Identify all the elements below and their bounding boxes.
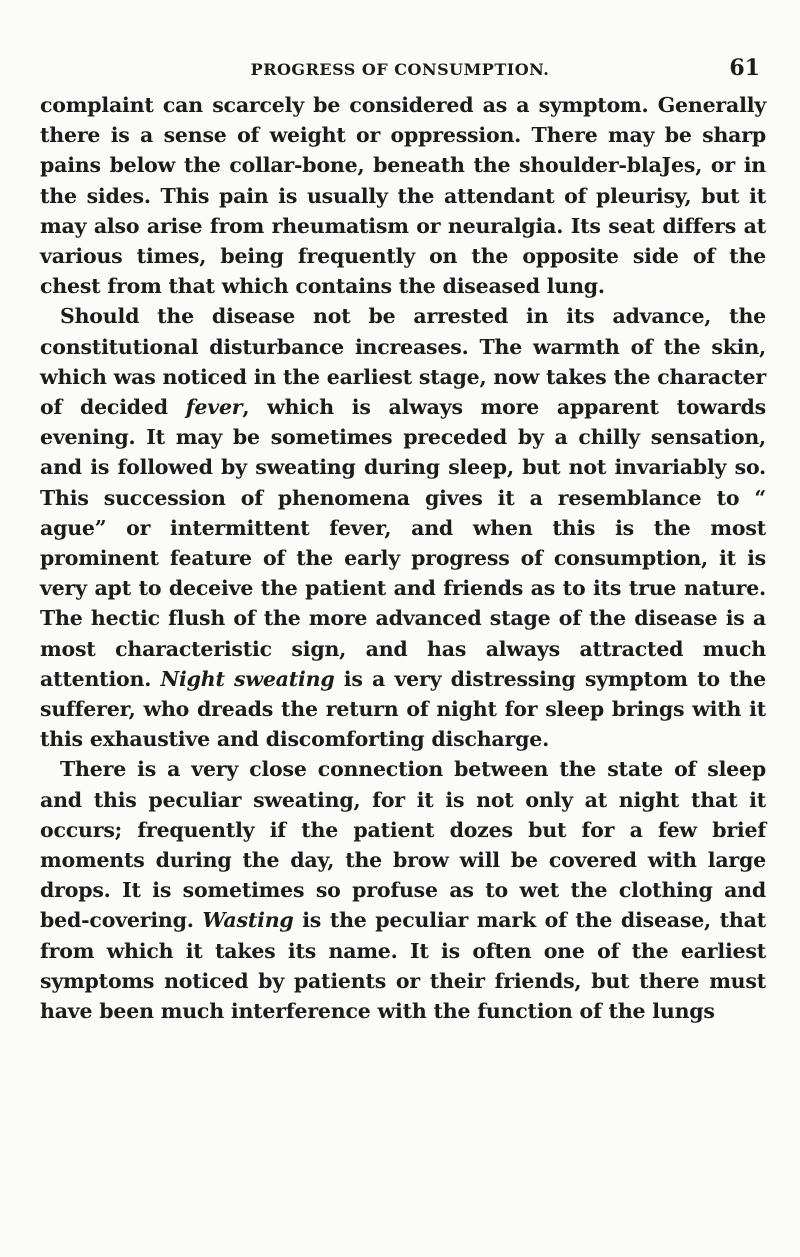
paragraph-1-text: complaint can scarcely be considered as a symptom. Generally there is a sense of weight or oppression. There may be sharp pains below the collar-bone, beneath the shoulder-blaJes, or in the sides. This pain is usually the attendant of pleurisy, but it may also arise from rheumatism or neuralgia. Its seat differs at various times, being frequently on the opposite side of the chest from that which contains the diseased lung. [40, 93, 766, 299]
body-text [40, 90, 766, 1026]
paragraph-2-text-b: , which is always more apparent towards evening. It may be sometimes preceded by a chilly sensation, and is followed by sweating during sleep, but not invariably so. This succession of phenomena gives it a resemblance to “ ague” or intermittent fever, and when this is the most prominent feature of the early progress of consumption, it is very apt to deceive the patient and friends as to its true nature. The hectic flush of the more advanced stage of the disease is a most characteristic sign, and has always attracted much attention. [40, 395, 766, 691]
paragraph-3-text-b: is the peculiar mark of the disease, that from which it takes its name. It is often one of the earliest symptoms noticed by patients or their friends, but there must have been much interference with the function of the lungs [40, 908, 766, 1024]
running-header [40, 50, 760, 84]
italic-term-fever: fever [185, 395, 243, 420]
paragraph-3-text-a: There is a very close connection between the state of sleep and this peculiar sweating, for it is not only at night that it occurs; frequently if the patient dozes but for a few brief moments during the day, the brow will be covered with large drops. It is sometimes so profuse as to wet the clothing and bed-covering. [40, 757, 766, 933]
paragraph-2-text-c: is a very distressing symptom to the sufferer, who dreads the return of night for sleep brings with it this exhaustive and discomforting discharge. [40, 666, 767, 752]
paragraph-2 [40, 301, 766, 754]
italic-term-wasting: Wasting [202, 908, 294, 933]
italic-term-night-sweating: Night sweating [160, 666, 335, 691]
paragraph-2-text-a: Should the disease not be arrested in its advance, the constitutional disturbance increases. The warmth of the skin, which was noticed in the earliest stage, now takes the character of decided [40, 304, 766, 420]
page-number: 61 [729, 55, 760, 81]
paragraph-1 [40, 90, 766, 301]
running-title: PROGRESS OF CONSUMPTION. [250, 60, 550, 79]
paragraph-3 [40, 754, 766, 1026]
